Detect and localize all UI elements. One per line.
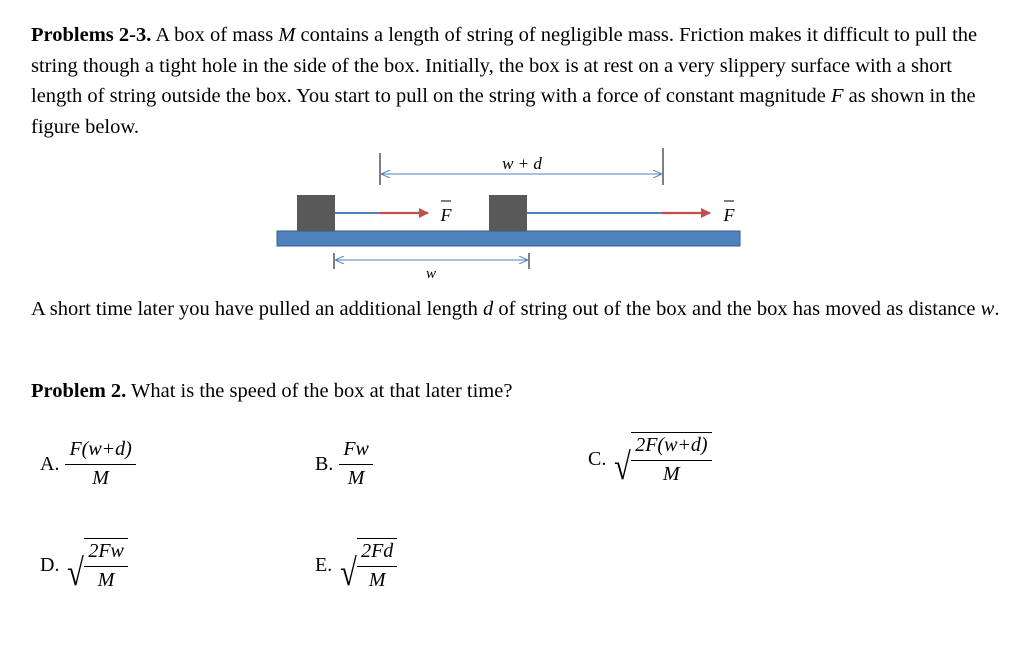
choice-d-denominator: M — [97, 569, 115, 591]
choice-a-denominator: M — [92, 467, 109, 489]
choice-b[interactable] — [315, 438, 373, 490]
problem-2-text: What is the speed of the box at that later time? — [126, 380, 513, 402]
choice-d-letter: D. — [40, 553, 60, 576]
choice-e[interactable] — [315, 538, 397, 592]
choice-c-numerator: 2F(w+d) — [631, 434, 711, 461]
slippery-surface — [277, 231, 740, 246]
choice-e-letter: E. — [315, 553, 333, 576]
box-string-diagram — [270, 145, 750, 285]
choice-e-numerator: 2Fd — [357, 540, 397, 567]
mass-variable: M — [278, 24, 296, 46]
bottom-dimension-label: w — [425, 266, 437, 282]
choice-b-fraction — [339, 438, 373, 490]
choice-e-fraction — [357, 540, 397, 592]
force-variable: F — [830, 85, 844, 107]
box-initial — [297, 195, 335, 231]
choice-e-radicand — [357, 538, 397, 592]
distance-variable: w — [980, 298, 995, 320]
box-later — [489, 195, 527, 231]
intro-text-3: as shown in the figure below. — [31, 85, 976, 138]
intro-text-1: A box of mass — [151, 24, 279, 46]
choice-d-radical-sign: √ — [67, 552, 85, 594]
choice-d[interactable] — [40, 538, 128, 592]
choice-d-radicand — [84, 538, 128, 592]
problem-intro — [31, 20, 1001, 142]
choice-b-letter: B. — [315, 452, 334, 475]
choice-d-sqrt — [65, 538, 127, 592]
intro-text-2: contains a length of string of negligible mass. Friction makes it difficult to pull the string though a tight hole in the side of the box. Initially, the box is at rest on a very slippery surface with a short length of string outside the box. You start to pull on the string with a force of constant magnitude — [31, 24, 978, 107]
choice-a-numerator: F(w+d) — [65, 438, 135, 465]
choice-c-radical-sign: √ — [614, 446, 632, 488]
force-label-later: F — [723, 205, 735, 225]
choice-a-letter: A. — [40, 452, 60, 475]
choice-e-denominator: M — [368, 569, 386, 591]
length-variable: d — [483, 298, 494, 320]
choice-c-radicand — [631, 432, 711, 486]
choice-b-numerator: Fw — [339, 438, 373, 465]
choice-c-sqrt — [612, 432, 711, 486]
choice-d-fraction — [84, 540, 128, 592]
later-text-3: . — [994, 298, 1000, 320]
choice-a-fraction — [65, 438, 135, 490]
problem-2-label: Problem 2. — [31, 380, 127, 402]
choice-e-radical-sign: √ — [340, 552, 357, 594]
later-text-2: of string out of the box and the box has moved as distance — [493, 298, 981, 320]
choice-b-denominator: M — [347, 467, 365, 489]
choice-a[interactable] — [40, 438, 136, 490]
top-dimension-label: w + d — [502, 154, 542, 173]
problem-heading: Problems 2-3. — [31, 24, 152, 46]
problem-2-question — [31, 376, 1001, 407]
force-label-initial: F — [440, 205, 452, 225]
choice-e-sqrt — [338, 538, 397, 592]
choice-c[interactable] — [588, 432, 712, 486]
choice-d-numerator: 2Fw — [84, 540, 128, 567]
later-description — [31, 294, 1001, 325]
later-text-1: A short time later you have pulled an additional length — [31, 298, 484, 320]
choice-c-denominator: M — [663, 463, 680, 485]
choice-c-letter: C. — [588, 447, 607, 470]
choice-c-fraction — [631, 434, 711, 486]
